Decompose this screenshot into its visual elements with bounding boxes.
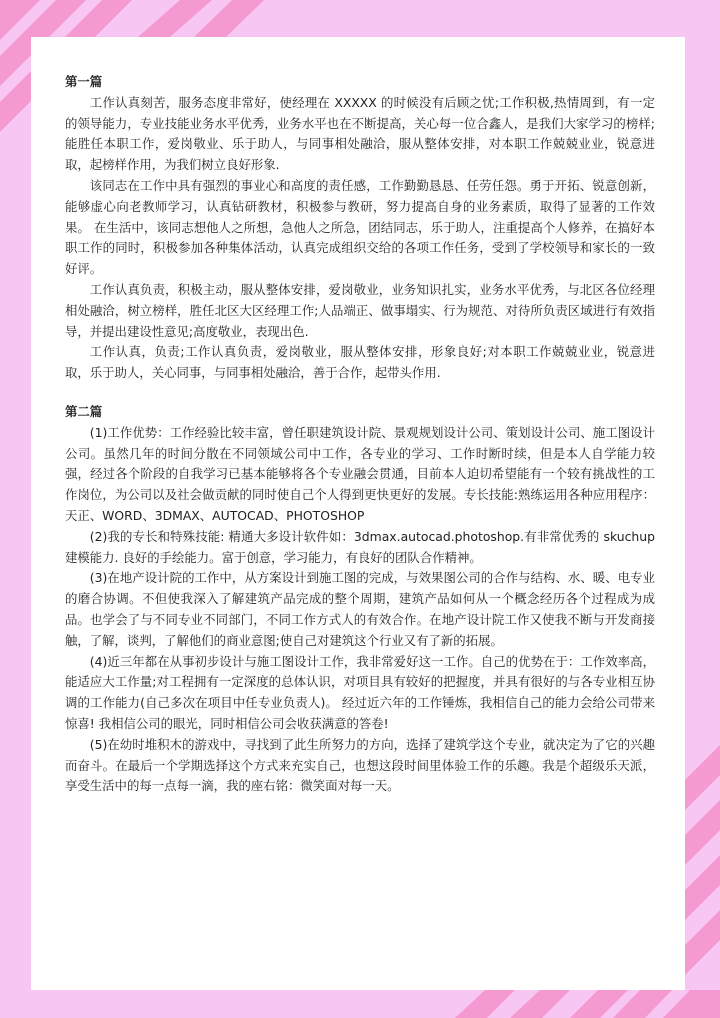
section-heading: 第二篇 — [65, 403, 103, 419]
paragraph: (3)在地产设计院的工作中，从方案设计到施工图的完成，与效果图公司的合作与结构、水、暖、电专业的磨合协调。不但使我深入了解建筑产品完成的整个周期，建筑产品如何从一个概念经历各个过程成为成品。也学会了与不同专业不同部门，不同工作方式人的有效合作。在地产设计院工作又使我不断与开发商接触，了解，谈判，了解他们的商业意图;使自己对建筑这个行业又有了新的拓展。 — [65, 570, 655, 648]
paragraph: 工作认真刻苦，服务态度非常好，使经理在 XXXXX 的时候没有后顾之忧;工作积极,热情周到，有一定的领导能力，专业技能业务水平优秀，业务水平也在不断提高，关心每一位合鑫人，是我们大家学习的榜样;能胜任本职工作，爱岗敬业、乐于助人，与同事相处融洽，服从整体安排，对本职工作兢兢业业，锐意进取，起榜样作用，为我们树立良好形象. — [65, 94, 655, 173]
document-body — [65, 72, 655, 797]
section-gap — [65, 384, 655, 402]
section-heading: 第一篇 — [65, 74, 103, 89]
paragraph: (5)在幼时堆积木的游戏中，寻找到了此生所努力的方向，选择了建筑学这个专业，就决定为了它的兴趣而奋斗。在最后一个学期选择这个方式来充实自己，也想这段时间里体验工作的乐趣。我是个超级乐天派，享受生活中的每一点每一滴，我的座右铭：微笑面对每一天。 — [65, 736, 655, 794]
paragraph: (1)工作优势：工作经验比较丰富，曾任职建筑设计院、景观规划设计公司、策划设计公司、施工图设计公司。虽然几年的时间分散在不同领域公司中工作，各专业的学习、工作时断时续，但是本人自学能力较强，经过各个阶段的自我学习已基本能够将各个专业融会贯通，目前本人迫切希望能有一个较有挑战性的工作岗位，为公司以及社会做贡献的同时使自己个人得到更快更好的发展。专长技能:熟练运用各种应用程序：天正、WORD、3DMAX、AUTOCAD、PHOTOSHOP — [65, 424, 655, 523]
paragraph: 该同志在工作中具有强烈的事业心和高度的责任感，工作勤勤恳恳、任劳任怨。勇于开拓、锐意创新，能够虚心向老教师学习，认真钻研教材，积极参与教研，努力提高自身的业务素质，取得了显著的工作效果。 在生活中，该同志想他人之所想，急他人之所急，团结同志，乐于助人，注重提高个人修养，在搞好本职工作的同时，积极参加各种集体活动，认真完成组织交给的各项工作任务，受到了学校领导和家长的一致好评。 — [65, 177, 655, 277]
section-two — [65, 402, 655, 797]
section-one — [65, 72, 655, 384]
paragraph: 工作认真，负责;工作认真负责，爱岗敬业，服从整体安排，形象良好;对本职工作兢兢业业，锐意进取，乐于助人，关心同事，与同事相处融洽，善于合作，起带头作用. — [65, 344, 655, 381]
paragraph: (4)近三年都在从事初步设计与施工图设计工作，我非常爱好这一工作。自己的优势在于：工作效率高，能适应大工作量;对工程拥有一定深度的总体认识，对项目具有较好的把握度，并具有很好的与各专业相互协调的工作能力(自己多次在项目中任专业负责人)。 经过近六年的工作锤炼，我相信自己的能力会给公司带来惊喜! 我相信公司的眼光，同时相信公司会收获满意的答卷! — [65, 653, 655, 731]
paragraph: (2)我的专长和特殊技能: 精通大多设计软件如：3dmax.autocad.photoshop.有非常优秀的 skuchup 建模能力. 良好的手绘能力。富于创意，学习能力，有良好的团队合作精神。 — [65, 528, 655, 565]
paragraph: 工作认真负责，积极主动，服从整体安排，爱岗敬业，业务知识扎实，业务水平优秀，与北区各位经理相处融洽，树立榜样，胜任北区大区经理工作;人品端正、做事塌实、行为规范、对待所负责区域进行有效指导，并提出建设性意见;高度敬业，表现出色. — [65, 281, 655, 339]
